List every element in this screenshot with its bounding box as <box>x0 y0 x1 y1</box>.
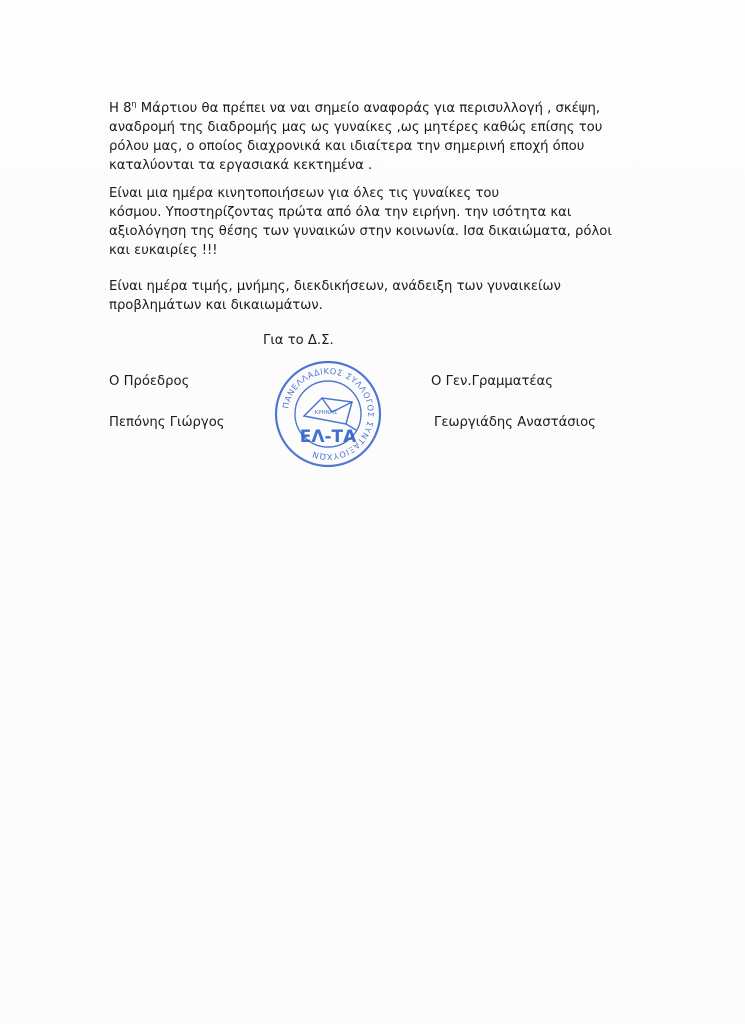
stamp-ring-text: ΠΑΝΕΛΛΑΔΙΚΟΣ ΣΥΛΛΟΓΟΣ ΣΥΝΤΑΞΙΟΥΧΩΝ <box>280 365 377 463</box>
paragraph-line: ρόλου μας, ο οποίος διαχρονικά και ιδιαίτερα την σημερινή εποχή όπου <box>109 139 585 154</box>
president-title: Ο Πρόεδρος <box>109 374 190 389</box>
paragraph-line: Είναι μια ημέρα κινητοποιήσεων για όλες τις γυναίκες του <box>109 186 500 201</box>
association-stamp <box>272 358 384 470</box>
paragraph-march-8 <box>109 99 602 175</box>
paragraph-line: και ευκαιρίες !!! <box>109 243 218 258</box>
paragraph-line: αξιολόγηση της θέσης των γυναικών στην κοινωνία. Ισα δικαιώματα, ρόλοι <box>109 224 612 239</box>
superscript: η <box>131 99 137 109</box>
stamp-logo-text: ΕΛ-ΤΑ <box>299 427 357 447</box>
text-fragment: Μάρτιου θα πρέπει να ναι σημείο αναφοράς για περισυλλογή , σκέψη, <box>136 101 601 116</box>
paragraph-honor <box>109 277 561 315</box>
paragraph-mobilization <box>109 184 612 260</box>
paragraph-line: προβλημάτων και δικαιωμάτων. <box>109 298 323 313</box>
paragraph-line <box>109 99 602 118</box>
paragraph-line: κόσμου. Υποστηρίζοντας πρώτα από όλα την ειρήνη. την ισότητα και <box>109 205 572 220</box>
paragraph-line: καταλύονται τα εργασιακά κεκτημένα . <box>109 158 373 173</box>
paragraph-line: αναδρομή της διαδρομής μας ως γυναίκες ,ως μητέρες καθώς επίσης του <box>109 120 603 135</box>
stamp-small-text: ΚΡΗΝΗΣ <box>314 410 338 416</box>
president-name: Πεπόνης Γιώργος <box>109 415 225 430</box>
secretary-title: Ο Γεν.Γραμματέας <box>431 374 553 389</box>
text-fragment: Η 8 <box>109 101 132 116</box>
secretary-name: Γεωργιάδης Αναστάσιος <box>434 415 596 430</box>
for-board-label: Για το Δ.Σ. <box>263 333 334 348</box>
paragraph-line: Είναι ημέρα τιμής, μνήμης, διεκδικήσεων, ανάδειξη των γυναικείων <box>109 279 561 294</box>
